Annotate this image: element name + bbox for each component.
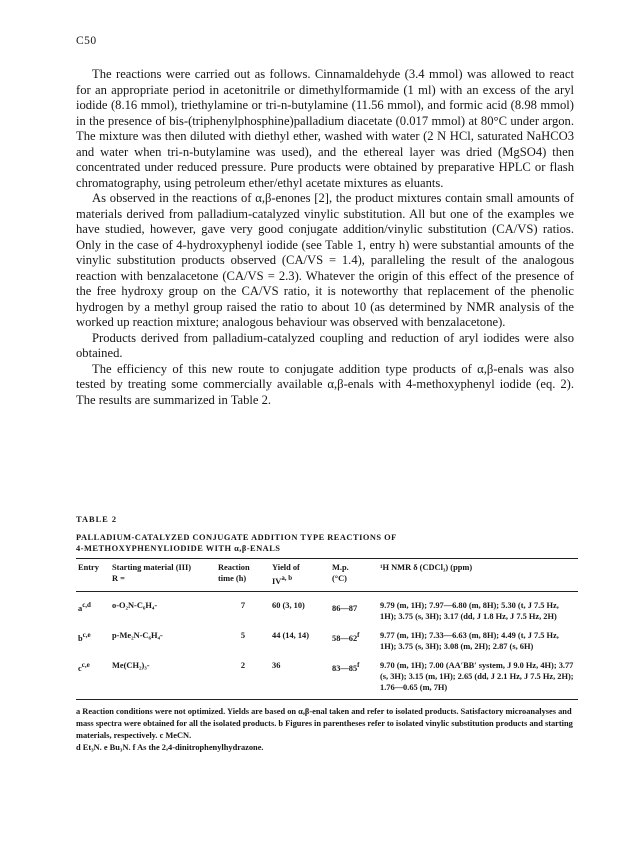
cell-starting-material: p-Me₂N-C₆H₄- [112, 630, 163, 640]
table-row [76, 652, 578, 700]
footnote-1: a Reaction conditions were not optimized. Yields are based on α,β-enal taken and refer to isolated products. Satisfactory microanalyses and mass spectra were obtained for all the isolated products. b Figures in parentheses refer to isolated vinylic substitution products and starting materials, respectively. c MeCN. [76, 706, 573, 740]
cell-yield: 44 (14, 14) [272, 630, 309, 640]
header-starting-material: Starting material (III) R = [112, 563, 192, 583]
footnote-2: d Et₃N. e Bu₃N. f As the 2,4-dinitrophenylhydrazone. [76, 742, 264, 752]
cell-melting-point: 58—62$^f$ [332, 630, 360, 643]
cell-melting-point: 86—87 [332, 603, 358, 613]
cell-entry: $c^{c,e}$ [78, 660, 90, 673]
table-caption-line-1: PALLADIUM-CATALYZED CONJUGATE ADDITION TYPE REACTIONS OF [76, 533, 397, 542]
cell-reaction-time: 5 [240, 630, 246, 640]
cell-reaction-time: 7 [240, 600, 246, 610]
cell-entry: $b^{c,e}$ [78, 630, 91, 643]
table-label: TABLE 2 [76, 515, 118, 524]
table-row [76, 591, 578, 622]
cell-yield: 36 [272, 660, 281, 670]
cell-nmr: 9.77 (m, 1H); 7.33—6.63 (m, 8H); 4.49 (t, J 7.5 Hz, 1H); 3.75 (s, 3H); 3.08 (m, 2H); 2.87 (s, 6H) [380, 630, 559, 651]
paragraph-3: Products derived from palladium-catalyzed coupling and reduction of aryl iodides were also obtained. [76, 330, 574, 360]
header-melting-point: M.p. (°C) [332, 563, 349, 583]
paragraph-4: The efficiency of this new route to conjugate addition type products of α,β-enals was also tested by treating some commercially available α,β-enals with 4-methoxyphenyl iodide (eq. 2). The results are summarized in Table 2. [76, 361, 574, 407]
header-yield: Yield of IV$^{a, b}$ [272, 563, 300, 586]
cell-melting-point: 83—85$^f$ [332, 660, 360, 673]
table-caption [76, 532, 578, 554]
table-footnotes [76, 706, 578, 754]
table-header-row [76, 559, 578, 592]
body-text [76, 67, 574, 408]
cell-entry: $a^{c,d}$ [78, 600, 91, 613]
paragraph-1: The reactions were carried out as follows. Cinnamaldehyde (3.4 mmol) was allowed to react for an appropriate period in acetonitrile or dimethylformamide (1 ml) with an excess of the aryl iodide (8.16 mmol), triethylamine or tri-n-butylamine (11.56 mmol), and formic acid (8.98 mmol) in the presence of bis-(triphenylphosphine)palladium diacetate (0.017 mmol) at 80°C under argon. The mixture was then diluted with diethyl ether, washed with water (2 N HCl, saturated NaHCO3 and water when tri-n-butylamine was used), and the ethereal layer was dried (MgSO4) then concentrated under reduced pressure. Pure products were obtained by preparative HPLC or flash chromatography, using petroleum ether/ethyl acetate mixtures as eluants. [76, 67, 574, 190]
cell-nmr: 9.70 (m, 1H); 7.00 (AA′BB′ system, J 9.0 Hz, 4H); 3.77 (s, 3H); 3.15 (m, 1H); 2.65 (dd, J 2.1 Hz, J 7.5 Hz, 2H); 1.76—0.65 (m, 7H) [380, 660, 574, 692]
results-table [76, 558, 578, 700]
header-reaction-time: Reaction time (h) [218, 563, 250, 583]
table-2 [76, 515, 578, 754]
cell-reaction-time: 2 [240, 660, 246, 670]
cell-starting-material: o-O₂N-C₆H₄- [112, 600, 158, 610]
cell-nmr: 9.79 (m, 1H); 7.97—6.80 (m, 8H); 5.30 (t, J 7.5 Hz, 1H); 3.75 (s, 3H); 3.17 (dd, J 1.8 Hz, J 7.5 Hz, 2H) [380, 600, 559, 621]
cell-starting-material: Me(CH₂)₃- [112, 660, 150, 670]
cell-yield: 60 (3, 10) [272, 600, 305, 610]
paragraph-2: As observed in the reactions of α,β-enones [2], the product mixtures contain small amounts of materials derived from palladium-catalyzed vinylic substitution. All but one of the examples we have studied, however, gave very good conjugate addition/vinylic substitution (CA/VS) ratios. Only in the case of 4-hydroxyphenyl iodide (see Table 1, entry h) were substantial amounts of the vinylic substitution products observed (CA/VS = 1.4), paralleling the result of the analogous reaction with benzalacetone (CA/VS = 2.3). Whatever the origin of this effect of the presence of the free hydroxy group on the CA/VS ratio, it is noteworthy that replacement of the phenolic hydrogen by a methyl group raised the ratio to about 10 (as determined by NMR analysis of the worked up reaction mixture; analogous behaviour was observed with benzalacetone). [76, 191, 574, 329]
table-caption-line-2: 4-METHOXYPHENYLIODIDE WITH α,β-ENALS [76, 544, 281, 553]
page-number: C50 [76, 35, 97, 47]
header-nmr: ¹H NMR δ (CDCl₃) (ppm) [380, 563, 473, 572]
header-entry: Entry [78, 563, 99, 572]
table-row [76, 622, 578, 652]
